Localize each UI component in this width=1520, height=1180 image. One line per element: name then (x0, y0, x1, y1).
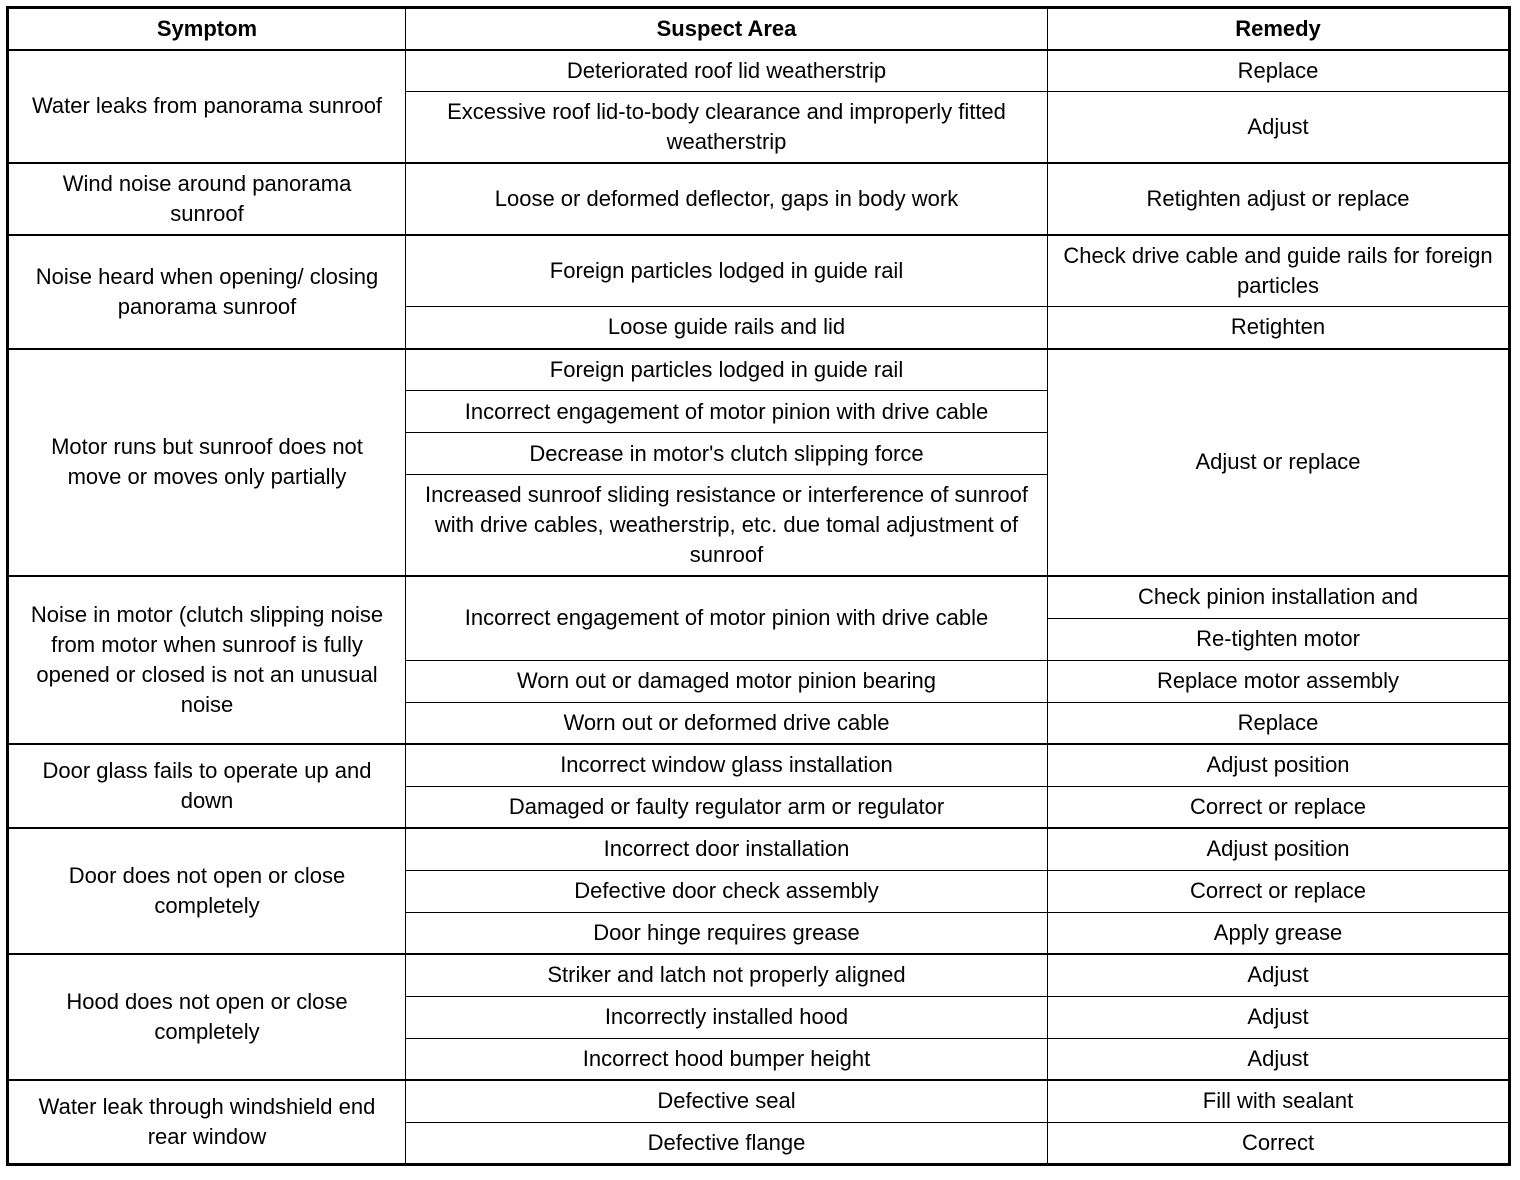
symptom-cell: Hood does not open or close completely (8, 954, 406, 1080)
remedy-cell: Retighten adjust or replace (1048, 163, 1510, 235)
suspect-cell: Incorrect door installation (406, 828, 1048, 870)
symptom-cell: Water leak through windshield end rear window (8, 1080, 406, 1164)
suspect-cell: Damaged or faulty regulator arm or regulator (406, 786, 1048, 828)
table-row (8, 50, 1510, 92)
suspect-cell: Worn out or deformed drive cable (406, 702, 1048, 744)
suspect-cell: Worn out or damaged motor pinion bearing (406, 660, 1048, 702)
remedy-cell: Correct (1048, 1122, 1510, 1164)
suspect-cell: Striker and latch not properly aligned (406, 954, 1048, 996)
symptom-cell: Noise in motor (clutch slipping noise from motor when sunroof is fully opened or closed is not an unusual noise (8, 576, 406, 744)
remedy-cell: Correct or replace (1048, 786, 1510, 828)
remedy-cell: Adjust position (1048, 744, 1510, 786)
symptom-cell: Water leaks from panorama sunroof (8, 50, 406, 164)
suspect-cell: Defective seal (406, 1080, 1048, 1122)
table-row (8, 954, 1510, 996)
symptom-cell: Door does not open or close completely (8, 828, 406, 954)
table-row (8, 744, 1510, 786)
suspect-cell: Door hinge requires grease (406, 912, 1048, 954)
suspect-cell: Incorrectly installed hood (406, 996, 1048, 1038)
remedy-cell: Correct or replace (1048, 870, 1510, 912)
header-row (8, 8, 1510, 50)
suspect-cell: Decrease in motor's clutch slipping force (406, 433, 1048, 475)
suspect-cell: Incorrect window glass installation (406, 744, 1048, 786)
remedy-cell: Adjust (1048, 92, 1510, 164)
remedy-cell: Replace motor assembly (1048, 660, 1510, 702)
suspect-cell: Deteriorated roof lid weatherstrip (406, 50, 1048, 92)
table-row (8, 1080, 1510, 1122)
table-row (8, 163, 1510, 235)
remedy-cell: Adjust or replace (1048, 349, 1510, 577)
header-suspect-area: Suspect Area (406, 8, 1048, 50)
symptom-cell: Noise heard when opening/ closing panorama sunroof (8, 235, 406, 349)
suspect-cell: Incorrect engagement of motor pinion with drive cable (406, 391, 1048, 433)
suspect-cell: Incorrect hood bumper height (406, 1038, 1048, 1080)
remedy-cell: Adjust (1048, 1038, 1510, 1080)
symptom-cell: Wind noise around panorama sunroof (8, 163, 406, 235)
header-remedy: Remedy (1048, 8, 1510, 50)
remedy-cell: Check drive cable and guide rails for foreign particles (1048, 235, 1510, 307)
suspect-cell: Foreign particles lodged in guide rail (406, 349, 1048, 391)
suspect-cell: Increased sunroof sliding resistance or interference of sunroof with drive cables, weatherstrip, etc. due tomal adjustment of sunroof (406, 475, 1048, 577)
symptom-cell: Door glass fails to operate up and down (8, 744, 406, 828)
remedy-cell: Adjust position (1048, 828, 1510, 870)
remedy-cell: Re-tighten motor (1048, 618, 1510, 660)
header-symptom: Symptom (8, 8, 406, 50)
suspect-cell: Loose or deformed deflector, gaps in body work (406, 163, 1048, 235)
remedy-cell: Retighten (1048, 307, 1510, 349)
suspect-cell: Loose guide rails and lid (406, 307, 1048, 349)
table-row (8, 349, 1510, 391)
suspect-cell: Excessive roof lid-to-body clearance and improperly fitted weatherstrip (406, 92, 1048, 164)
remedy-cell: Adjust (1048, 996, 1510, 1038)
table-row (8, 576, 1510, 618)
troubleshooting-table (6, 6, 1511, 1166)
table-row (8, 828, 1510, 870)
remedy-cell: Check pinion installation and (1048, 576, 1510, 618)
suspect-cell: Defective flange (406, 1122, 1048, 1164)
symptom-cell: Motor runs but sunroof does not move or moves only partially (8, 349, 406, 577)
remedy-cell: Replace (1048, 50, 1510, 92)
remedy-cell: Apply grease (1048, 912, 1510, 954)
suspect-cell: Foreign particles lodged in guide rail (406, 235, 1048, 307)
remedy-cell: Fill with sealant (1048, 1080, 1510, 1122)
suspect-cell: Incorrect engagement of motor pinion with drive cable (406, 576, 1048, 660)
remedy-cell: Replace (1048, 702, 1510, 744)
suspect-cell: Defective door check assembly (406, 870, 1048, 912)
remedy-cell: Adjust (1048, 954, 1510, 996)
table-row (8, 235, 1510, 307)
